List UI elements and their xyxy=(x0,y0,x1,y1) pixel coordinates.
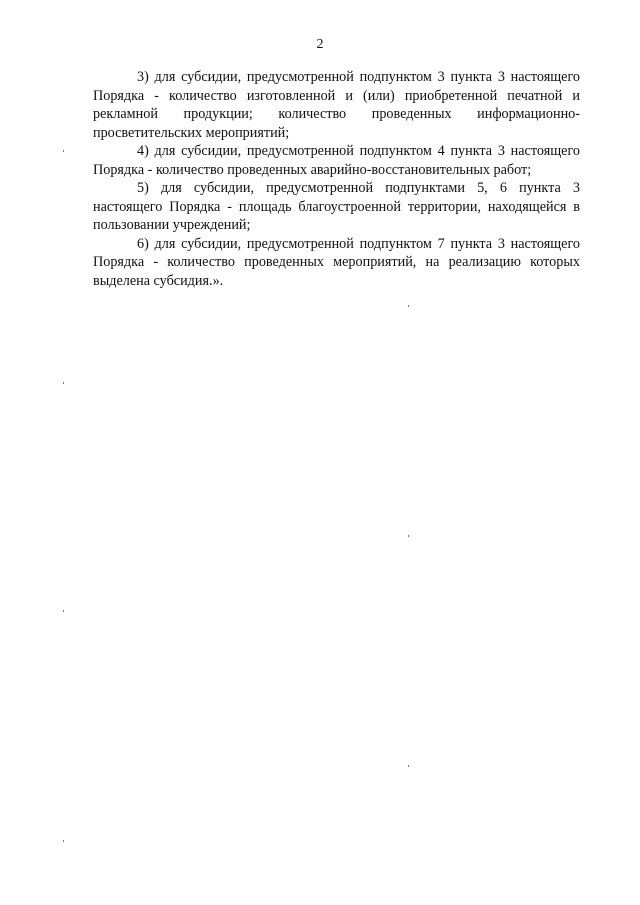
scan-speck xyxy=(63,382,64,384)
scan-speck xyxy=(63,150,64,152)
scan-speck xyxy=(63,610,64,612)
paragraph-subsidy-5-6: 5) для субсидии, предусмотренной подпунктами 5, 6 пункта 3 настоящего Порядка - площадь благоустроенной территории, находящейся в пользовании учреждений; xyxy=(93,180,580,233)
paragraph-subsidy-3: 3) для субсидии, предусмотренной подпунктом 3 пункта 3 настоящего Порядка - количество изготовленной и (или) приобретенной печатной и рекламной продукции; количество проведенных информационно-просветительских мероприятий; xyxy=(93,69,580,141)
paragraph-subsidy-7: 6) для субсидии, предусмотренной подпунктом 7 пункта 3 настоящего Порядка - количество проведенных мероприятий, на реализацию которых выделена субсидия.». xyxy=(93,235,580,289)
scan-speck xyxy=(63,840,64,842)
scan-speck xyxy=(408,305,409,307)
page-number: 2 xyxy=(316,37,324,52)
document-body xyxy=(93,68,580,290)
paragraph-subsidy-4: 4) для субсидии, предусмотренной подпунктом 4 пункта 3 настоящего Порядка - количество проведенных аварийно-восстановительных работ; xyxy=(93,143,580,178)
scan-speck xyxy=(408,535,409,537)
scan-speck xyxy=(408,765,409,767)
